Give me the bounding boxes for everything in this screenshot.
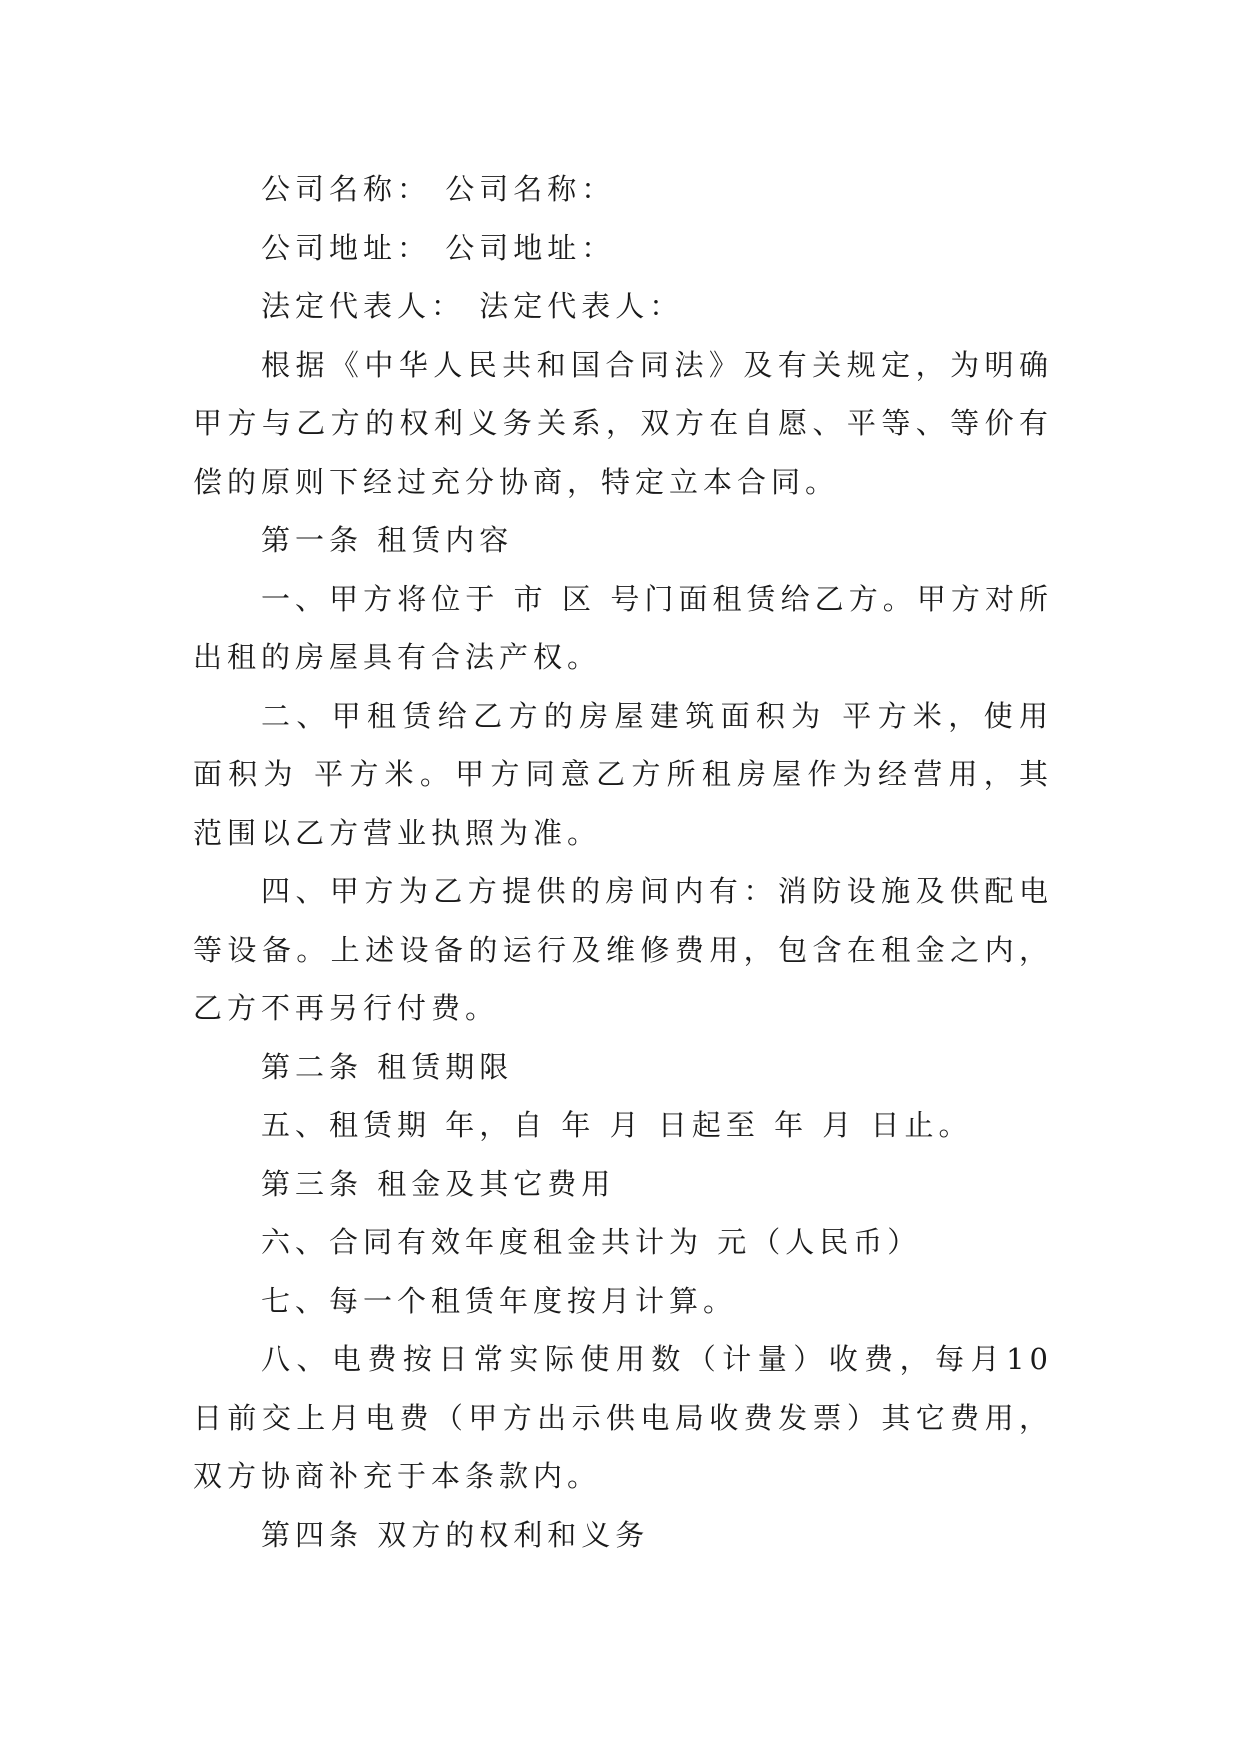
legal-representative-line: 法定代表人： 法定代表人：: [261, 289, 684, 323]
company-name-line: 公司名称： 公司名称：: [261, 172, 616, 206]
article-3-title: 第三条 租金及其它费用: [261, 1166, 616, 1201]
article-1-title: 第一条 租赁内容: [261, 523, 514, 557]
clause-5-paragraph: 五、租赁期 年，自 年 月 日起至 年 月 日止。: [261, 1108, 973, 1142]
clause-2-paragraph: 二、甲租赁给乙方的房屋建筑面积为 平方米，使用面积为 平方米。甲方同意乙方所租房屋作为经营用，其范围以乙方营业执照为准。: [193, 698, 1053, 850]
preamble-paragraph: 根据《中华人民共和国合同法》及有关规定，为明确甲方与乙方的权利义务关系，双方在自愿、平等、等价有偿的原则下经过充分协商，特定立本合同。: [193, 347, 1053, 499]
article-2-title: 第二条 租赁期限: [261, 1049, 514, 1084]
clause-1-paragraph: 一、甲方将位于 市 区 号门面租赁给乙方。甲方对所出租的房屋具有合法产权。: [193, 581, 1053, 674]
contract-body: [193, 160, 1053, 1564]
company-address-line: 公司地址： 公司地址：: [261, 230, 616, 265]
clause-7-paragraph: 七、每一个租赁年度按月计算。: [261, 1283, 738, 1318]
clause-4-paragraph: 四、甲方为乙方提供的房间内有：消防设施及供配电等设备。上述设备的运行及维修费用，包含在租金之内，乙方不再另行付费。: [193, 874, 1053, 1025]
clause-8-paragraph: 八、电费按日常实际使用数（计量）收费，每月10日前交上月电费（甲方出示供电局收费发票）其它费用，双方协商补充于本条款内。: [193, 1342, 1053, 1493]
article-4-title: 第四条 双方的权利和义务: [261, 1517, 650, 1552]
clause-6-paragraph: 六、合同有效年度租金共计为 元（人民币）: [261, 1225, 922, 1259]
